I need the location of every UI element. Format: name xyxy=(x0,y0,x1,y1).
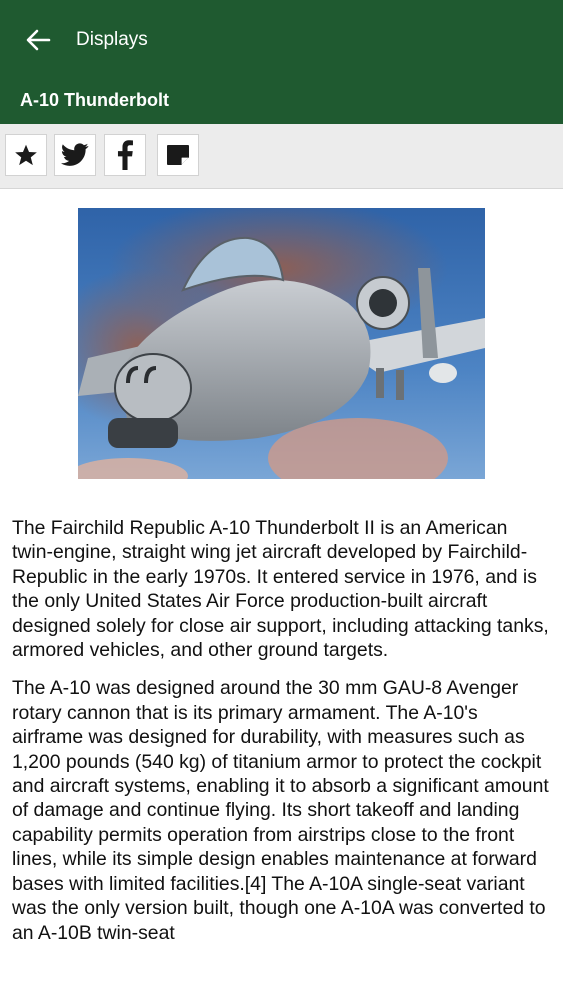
aircraft-photo xyxy=(78,208,485,479)
twitter-share-button[interactable] xyxy=(54,134,96,176)
facebook-share-button[interactable] xyxy=(104,134,146,176)
article-paragraph: The A-10 was designed around the 30 mm GAU-8 Avenger rotary cannon that is its primary armament. The A-10's airframe was designed for durability, with measures such as 1,200 pounds (540 kg) of titanium armor to protect the cockpit and aircraft systems, enabling it to absorb a significant amount of damage and continue flying. Its short takeoff and landing capability permits operation from airstrips close to the front lines, while its simple design enables maintenance at forward bases with limited facilities.[4] The A-10A single-seat variant was the only version built, though one A-10A was converted to an A-10B twin-seat xyxy=(12,677,549,944)
star-icon xyxy=(13,142,39,168)
twitter-icon xyxy=(61,143,89,167)
article-paragraph: The Fairchild Republic A-10 Thunderbolt II is an American twin-engine, straight wing jet aircraft developed by Fairchild-Republic in the early 1970s. It entered service in 1976, and is the only United States Air Force production-built aircraft designed solely for close air support, including attacking tanks, armored vehicles, and other ground targets. xyxy=(12,517,549,662)
back-button[interactable] xyxy=(18,22,58,58)
favorite-button[interactable] xyxy=(5,134,47,176)
nav-title: Displays xyxy=(76,29,148,50)
share-toolbar xyxy=(0,124,563,189)
article-body xyxy=(12,516,552,959)
page-title: A-10 Thunderbolt xyxy=(20,90,169,110)
arrow-left-icon xyxy=(25,28,51,52)
app-bar xyxy=(0,0,563,124)
note-icon xyxy=(166,144,190,166)
note-button[interactable] xyxy=(157,134,199,176)
facebook-icon xyxy=(116,140,134,170)
